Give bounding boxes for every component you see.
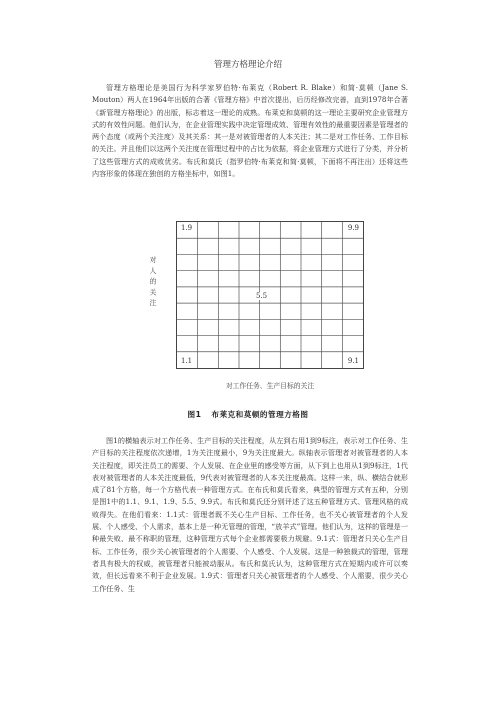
grid-label-9-1: 9.1	[347, 357, 359, 365]
y-axis-label: 对人的关注	[148, 256, 156, 310]
x-axis-label: 对工作任务、生产目标的关注	[225, 382, 315, 390]
document-title: 管理方格理论介绍	[213, 60, 282, 70]
explanation-paragraph: 图1的横轴表示对工作任务、生产目标的关注程度，从左到右用1到9标注，表示对工作任务、生产目标的关注程度依次递增，1为关注度最小，9为关注度最大。纵轴表示管理者对被管理者的人本关注程度，即关注员工的需要、个人发展、在企业里的感受等方面，从下到上也用从1到9标注，1代表对被管理者的人本关注度最低，9代表对被管理者的人本关注度最高。这样一来，纵、横结合就形成了81个方格，每一个方格代表一种管理方式。在布氏和莫氏看来，典型的管理方式有五种，分别是图1中的1.1、9.1、1.9、5.5、9.9式。布氏和莫氏还分别评述了这五种管理方式、管理风格的成败得失。在他们看来：1.1式：管理者既不关心生产目标、工作任务，也不关心被管理者的个人发展、个人感受、个人需求，基本上是一种无管理的管理，“放羊式”管理。他们认为，这样的管理是一种最失败、最不称职的管理，这种管理方式每个企业都需要极力规避。9.1式：管理者只关心生产目标、工作任务，很少关心被管理者的个人需要、个人感受、个人发展。这是一种独裁式的管理，管理者具有极大的权威，被管理者只能被动服从。布氏和莫氏认为，这种管理方式在短期内或许可以奏效，但长远看来不利于企业发展。1.9式：管理者只关心被管理者的个人感受、个人需要，很少关心工作任务、生	[92, 436, 408, 593]
managerial-grid	[176, 221, 364, 369]
figure-caption-text: 布莱克和莫顿的管理方格图	[211, 410, 309, 419]
figure-number: 图1	[187, 410, 202, 419]
grid-lines	[177, 222, 363, 368]
figure-caption	[0, 409, 496, 420]
intro-paragraph: 管理方格理论是美国行为科学家罗伯特·布莱克（Robert R. Blake）和简·莫顿（Jane S. Mouton）两人在1964年出版的合著《管理方格》中首次提出，后历经修改完善，直到1978年合著《新管理方格理论》的出版，标志着这一理论的成熟。布莱克和莫顿的这一理论主要研究企业管理方式的有效性问题。他们认为，在企业管理实践中决定管理成效、管理有效性的最重要因素是管理者的两个态度（或两个关注度）及其关系：其一是对被管理者的人本关注；其二是对工作任务、工作目标的关注。并且他们以这两个关注度在管理过程中的占比为依据，将企业管理方式进行了分类，并分析了这些管理方式的成败优劣。布氏和莫氏（指罗伯特·布莱克和简·莫顿，下面将不再注出）还将这些内容形象的体现在独创的方格坐标中，如图1。	[92, 83, 408, 179]
grid-label-1-9: 1.9	[181, 224, 193, 232]
grid-label-5-5: 5.5	[256, 292, 268, 300]
grid-label-1-1: 1.1	[181, 357, 193, 365]
grid-label-9-9: 9.9	[347, 224, 359, 232]
